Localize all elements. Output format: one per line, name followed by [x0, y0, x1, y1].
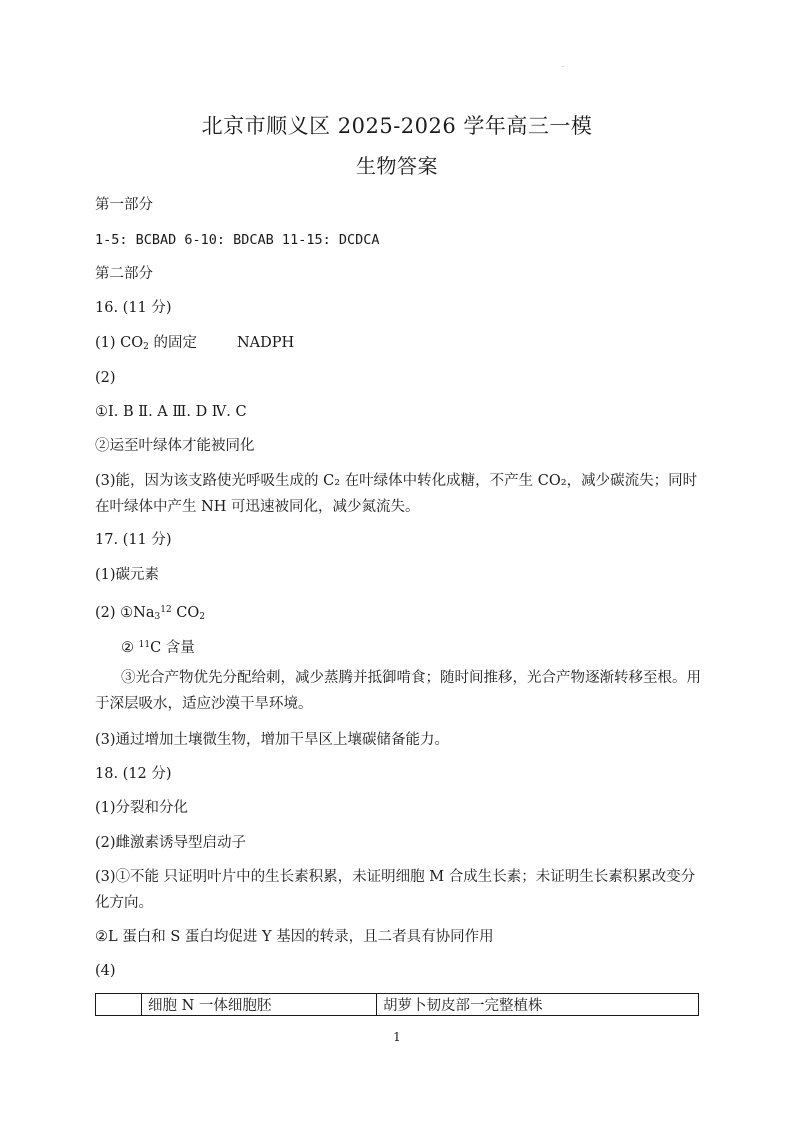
- q17-answer-2-3: ③光合产物优先分配给刺，减少蒸腾并抵御啃食；随时间推移，光合产物逐渐转移至根。用于深层吸水，适应沙漠干旱环境。: [95, 670, 701, 712]
- table-cell: [96, 994, 142, 1016]
- stray-mark: ·: [562, 64, 564, 71]
- part1-label: 第一部分: [95, 197, 153, 213]
- table-cell: 细胞 N 一体细胞胚: [142, 994, 377, 1016]
- q16-answer-3: (3)能，因为该支路使光呼吸生成的 C₂ 在叶绿体中转化成糖，不产生 CO₂，减少碳流失；同时在叶绿体中产生 NH 可迅速被同化，减少氮流失。: [95, 473, 698, 515]
- q18-heading: 18. (12 分): [95, 766, 172, 782]
- page-number: 1: [393, 1030, 401, 1044]
- q18-answer-2: (2)雌激素诱导型启动子: [95, 835, 247, 851]
- q17-answer-2-2: ② $^{11}$C 含量: [121, 640, 195, 656]
- document-subtitle: 生物答案: [356, 154, 438, 178]
- answer-table: [95, 993, 699, 1016]
- q16-answer-2-1: ①Ⅰ. B Ⅱ. A Ⅲ. D Ⅳ. C: [95, 404, 247, 420]
- q17-answer-1: (1)碳元素: [95, 567, 160, 583]
- q16-heading: 16. (11 分): [95, 300, 172, 316]
- document-title: 北京市顺义区 2025-2026 学年高三一模: [201, 114, 593, 138]
- table-row: [96, 994, 699, 1016]
- q18-answer-3-2: ②L 蛋白和 S 蛋白均促进 Y 基因的转录，且二者具有协同作用: [95, 929, 494, 945]
- q18-answer-3-1: (3)①不能 只证明叶片中的生长素积累，未证明细胞 M 合成生长素；未证明生长素积累改变分化方向。: [95, 869, 696, 911]
- q17-heading: 17. (11 分): [95, 532, 172, 548]
- part2-label: 第二部分: [95, 266, 153, 282]
- q17-answer-2-1: (2) $①Na_3^{12}$ $CO_2$: [95, 605, 205, 622]
- q16-answer-2-2: ②运至叶绿体才能被同化: [95, 438, 255, 454]
- q16-answer-2: (2): [95, 370, 116, 386]
- q16-answer-1: (1) $CO_2$ 的固定 NADPH: [95, 335, 295, 352]
- part1-answers: 1-5: BCBAD 6-10: BDCAB 11-15: DCDCA: [95, 232, 380, 248]
- q17-answer-3: (3)通过增加土壤微生物，增加干旱区上壤碳储备能力。: [95, 732, 450, 748]
- q18-answer-1: (1)分裂和分化: [95, 800, 189, 816]
- table-cell: 胡萝卜韧皮部一完整植株: [377, 994, 699, 1016]
- q18-answer-4: (4): [95, 963, 116, 979]
